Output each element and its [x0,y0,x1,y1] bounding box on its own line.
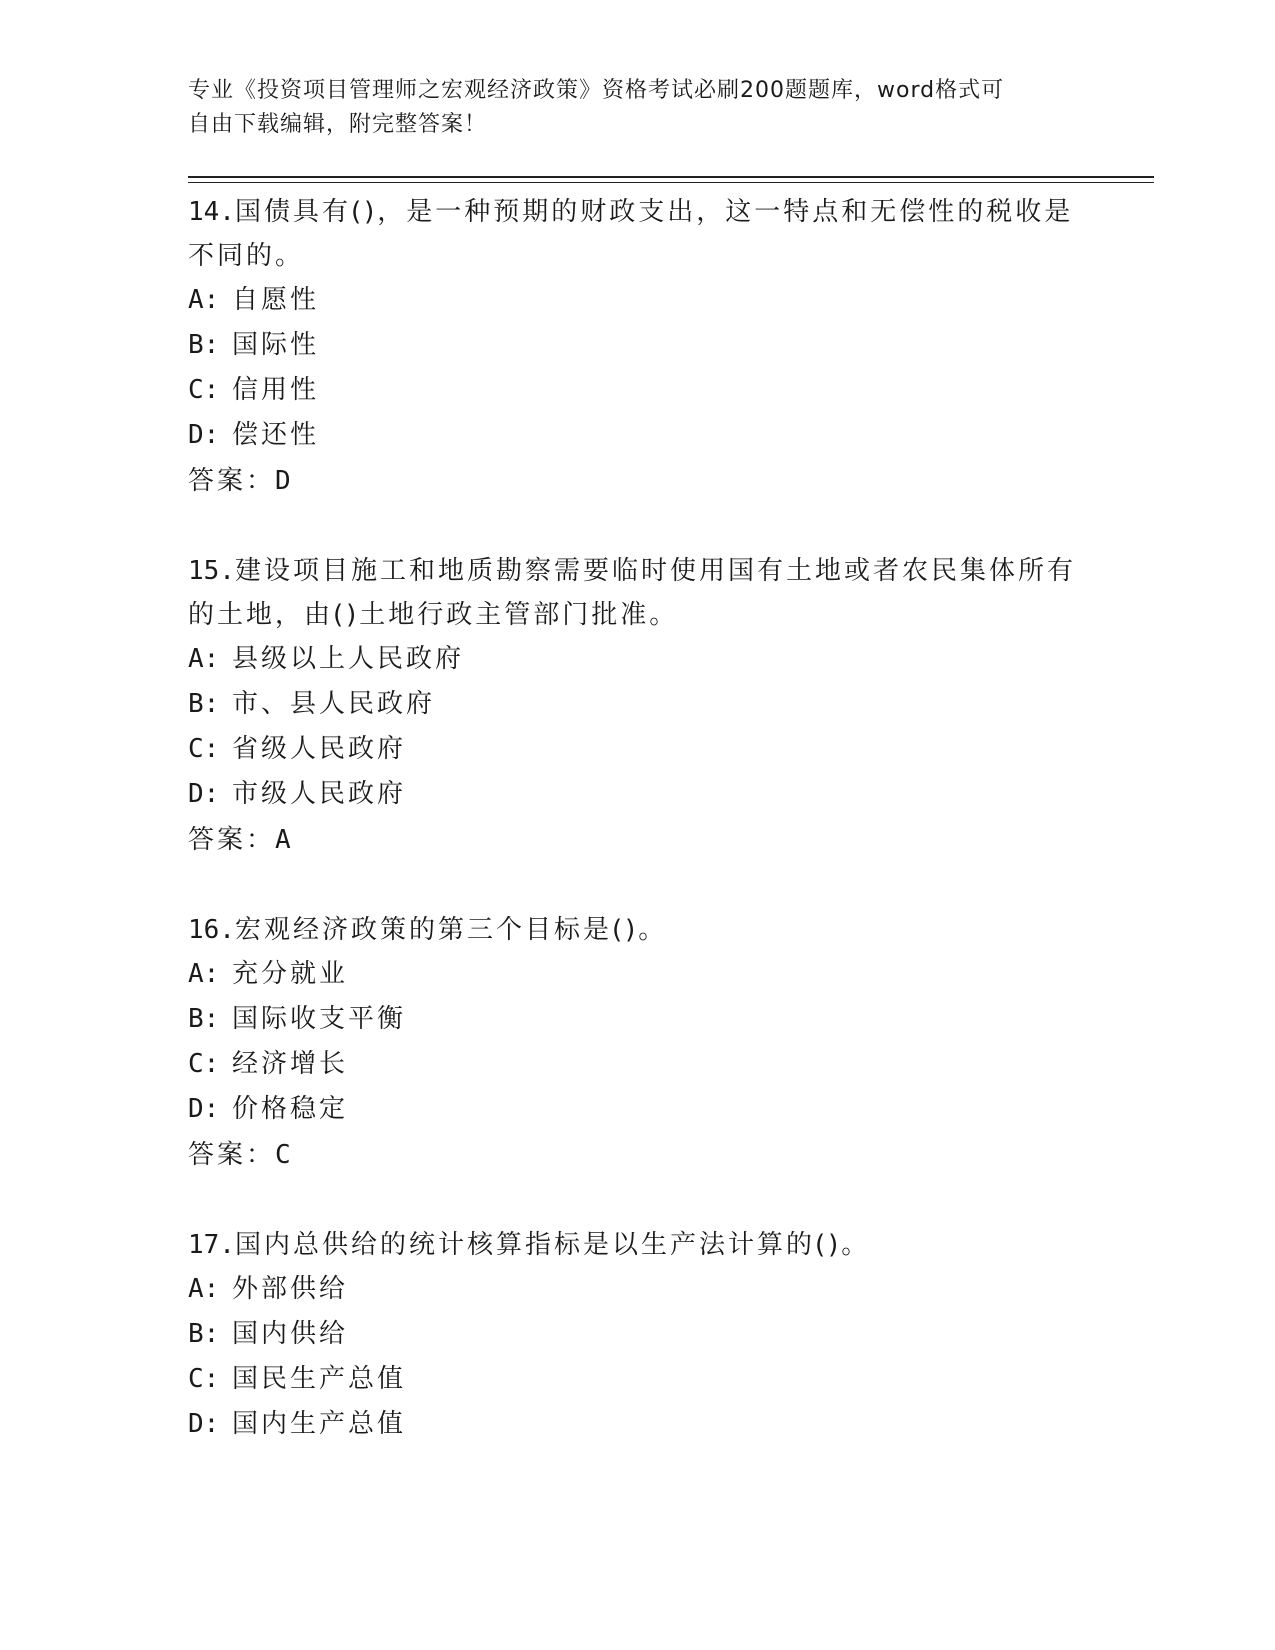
header-divider-thick [188,176,1154,178]
option-letter: A: [188,1274,220,1304]
option-b [188,1312,1088,1357]
option-text: 国民生产总值 [232,1364,407,1394]
option-letter: A: [188,959,220,989]
option-text: 市级人民政府 [232,779,407,809]
option-a [188,952,1088,997]
option-letter: A: [188,285,220,315]
option-text: 省级人民政府 [232,734,407,764]
option-text: 国际收支平衡 [232,1004,407,1034]
question-stem-line-1: 宏观经济政策的第三个目标是()。 [234,915,668,945]
option-letter: D: [188,420,220,450]
option-b [188,323,1088,368]
question-15 [188,549,1088,863]
question-number: 17. [188,1230,235,1260]
option-letter: C: [188,734,220,764]
question-stem [188,1223,1088,1267]
answer-value: C [275,1140,291,1170]
option-c [188,368,1088,413]
answer-line [188,817,1088,863]
header-line-2: 自由下载编辑，附完整答案！ [188,112,488,137]
option-c [188,1042,1088,1087]
option-text: 县级以上人民政府 [232,644,465,674]
option-letter: C: [188,1049,220,1079]
option-a [188,637,1088,682]
option-b [188,997,1088,1042]
question-number: 15. [188,556,235,586]
option-text: 价格稳定 [232,1094,349,1124]
option-letter: D: [188,1094,220,1124]
option-letter: B: [188,1004,220,1034]
question-stem-line-2: 不同的。 [188,241,305,271]
question-stem [188,549,1088,593]
question-16 [188,908,1088,1178]
option-text: 国际性 [232,330,320,360]
question-stem-line-1: 建设项目施工和地质勘察需要临时使用国有土地或者农民集体所有 [234,556,1076,586]
question-number: 14. [188,197,235,227]
option-d [188,413,1088,458]
answer-label: 答案： [188,825,276,855]
option-text: 国内生产总值 [232,1409,407,1439]
option-text: 充分就业 [232,959,349,989]
header-divider-thin [188,182,1154,183]
option-text: 偿还性 [232,420,320,450]
question-stem-line-1: 国内总供给的统计核算指标是以生产法计算的()。 [234,1230,871,1260]
option-letter: D: [188,779,220,809]
question-number: 16. [188,915,235,945]
option-text: 国内供给 [232,1319,349,1349]
option-letter: D: [188,1409,220,1439]
option-letter: A: [188,644,220,674]
answer-line [188,1132,1088,1178]
answer-label: 答案： [188,1140,276,1170]
question-stem [188,190,1088,234]
option-text: 自愿性 [232,285,320,315]
question-14 [188,190,1088,504]
option-a [188,1267,1088,1312]
question-stem-line-1: 国债具有()，是一种预期的财政支出，这一特点和无偿性的税收是 [234,197,1074,227]
option-letter: B: [188,330,220,360]
option-a [188,278,1088,323]
answer-value: A [275,825,291,855]
question-list [188,190,1088,1492]
answer-line [188,458,1088,504]
option-text: 外部供给 [232,1274,349,1304]
question-stem-line-2: 的土地，由()土地行政主管部门批准。 [188,600,679,630]
answer-value: D [275,466,291,496]
option-letter: B: [188,689,220,719]
answer-label: 答案： [188,466,276,496]
option-d [188,772,1088,817]
question-stem [188,908,1088,952]
option-c [188,1357,1088,1402]
option-d [188,1402,1088,1447]
document-header [188,74,1068,142]
header-line-1: 专业《投资项目管理师之宏观经济政策》资格考试必刷200题题库，word格式可 [188,78,1005,103]
option-text: 市、县人民政府 [232,689,436,719]
option-b [188,682,1088,727]
option-letter: B: [188,1319,220,1349]
option-text: 信用性 [232,375,320,405]
option-d [188,1087,1088,1132]
option-text: 经济增长 [232,1049,349,1079]
option-letter: C: [188,375,220,405]
question-17 [188,1223,1088,1447]
option-c [188,727,1088,772]
option-letter: C: [188,1364,220,1394]
